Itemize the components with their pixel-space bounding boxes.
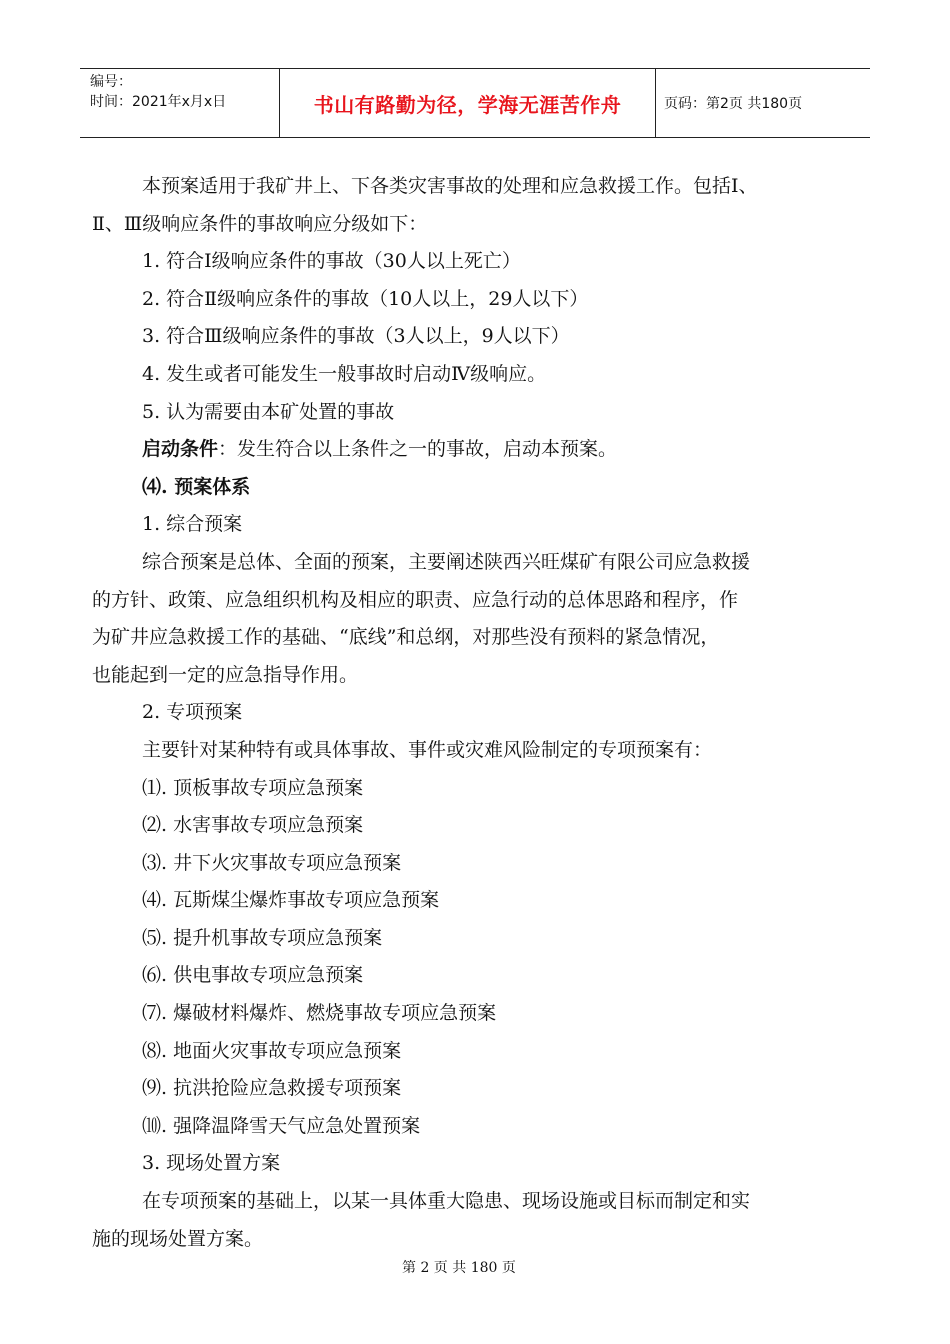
- plan-item: ⑶. 井下火灾事故专项应急预案: [142, 851, 402, 874]
- plan-item: ⑹. 供电事故专项应急预案: [142, 964, 364, 987]
- list-item: 4. 发生或者可能发生一般事故时启动Ⅳ级响应。: [142, 362, 547, 385]
- list-item: 5. 认为需要由本矿处置的事故: [142, 400, 395, 423]
- paragraph-line: 的方针、政策、应急组织机构及相应的职责、应急行动的总体思路和程序，作: [92, 588, 739, 611]
- plan-item: ⑴. 顶板事故专项应急预案: [142, 776, 364, 799]
- page-footer: 第 2 页 共 180 页: [402, 1260, 516, 1276]
- list-item: 2. 符合Ⅱ级响应条件的事故（10人以上，29人以下）: [142, 287, 589, 310]
- serial-label: 编号：: [90, 74, 132, 90]
- list-item: 3. 符合Ⅲ级响应条件的事故（3人以上，9人以下）: [142, 325, 570, 348]
- section-heading: ⑷. 预案体系: [142, 475, 251, 498]
- subsection-heading: 1. 综合预案: [142, 513, 243, 536]
- plan-item: ⑵. 水害事故专项应急预案: [142, 814, 364, 837]
- paragraph-line: 施的现场处置方案。: [92, 1227, 264, 1250]
- paragraph-line: 主要针对某种特有或具体事故、事件或灾难风险制定的专项预案有：: [142, 738, 713, 761]
- plan-item: ⑼. 抗洪抢险应急救援专项预案: [142, 1077, 402, 1100]
- plan-item: ⑷. 瓦斯煤尘爆炸事故专项应急预案: [142, 889, 440, 912]
- start-condition: [92, 431, 872, 469]
- document-body: [92, 168, 872, 1258]
- plan-item: ⑻. 地面火灾事故专项应急预案: [142, 1039, 402, 1062]
- page-header: [80, 68, 870, 138]
- subsection-heading: 3. 现场处置方案: [142, 1152, 281, 1175]
- list-item: 1. 符合Ⅰ级响应条件的事故（30人以上死亡）: [142, 250, 521, 273]
- header-meta: [80, 69, 280, 137]
- start-condition-label: 启动条件: [142, 438, 219, 461]
- header-page-info: 页码：第2页 共180页: [664, 96, 803, 112]
- plan-item: ⑸. 提升机事故专项应急预案: [142, 926, 383, 949]
- paragraph-line: Ⅱ、Ⅲ级响应条件的事故响应分级如下：: [92, 212, 428, 235]
- start-condition-text: ：发生符合以上条件之一的事故，启动本预案。: [218, 438, 618, 461]
- plan-item: ⑺. 爆破材料爆炸、燃烧事故专项应急预案: [142, 1002, 497, 1025]
- date-label: 时间：2021年x月x日: [90, 94, 227, 110]
- paragraph-line: 在专项预案的基础上，以某一具体重大隐患、现场设施或目标而制定和实: [142, 1190, 751, 1213]
- subsection-heading: 2. 专项预案: [142, 701, 243, 724]
- paragraph-line: 也能起到一定的应急指导作用。: [92, 663, 359, 686]
- header-motto: 书山有路勤为径，学海无涯苦作舟: [280, 69, 656, 137]
- plan-item: ⑽. 强降温降雪天气应急处置预案: [142, 1114, 421, 1137]
- paragraph-line: 为矿井应急救援工作的基础、“底线”和总纲，对那些没有预料的紧急情况，: [92, 626, 720, 649]
- paragraph-line: 本预案适用于我矿井上、下各类灾害事故的处理和应急救援工作。包括Ⅰ、: [142, 175, 758, 197]
- paragraph-line: 综合预案是总体、全面的预案，主要阐述陕西兴旺煤矿有限公司应急救援: [142, 550, 751, 573]
